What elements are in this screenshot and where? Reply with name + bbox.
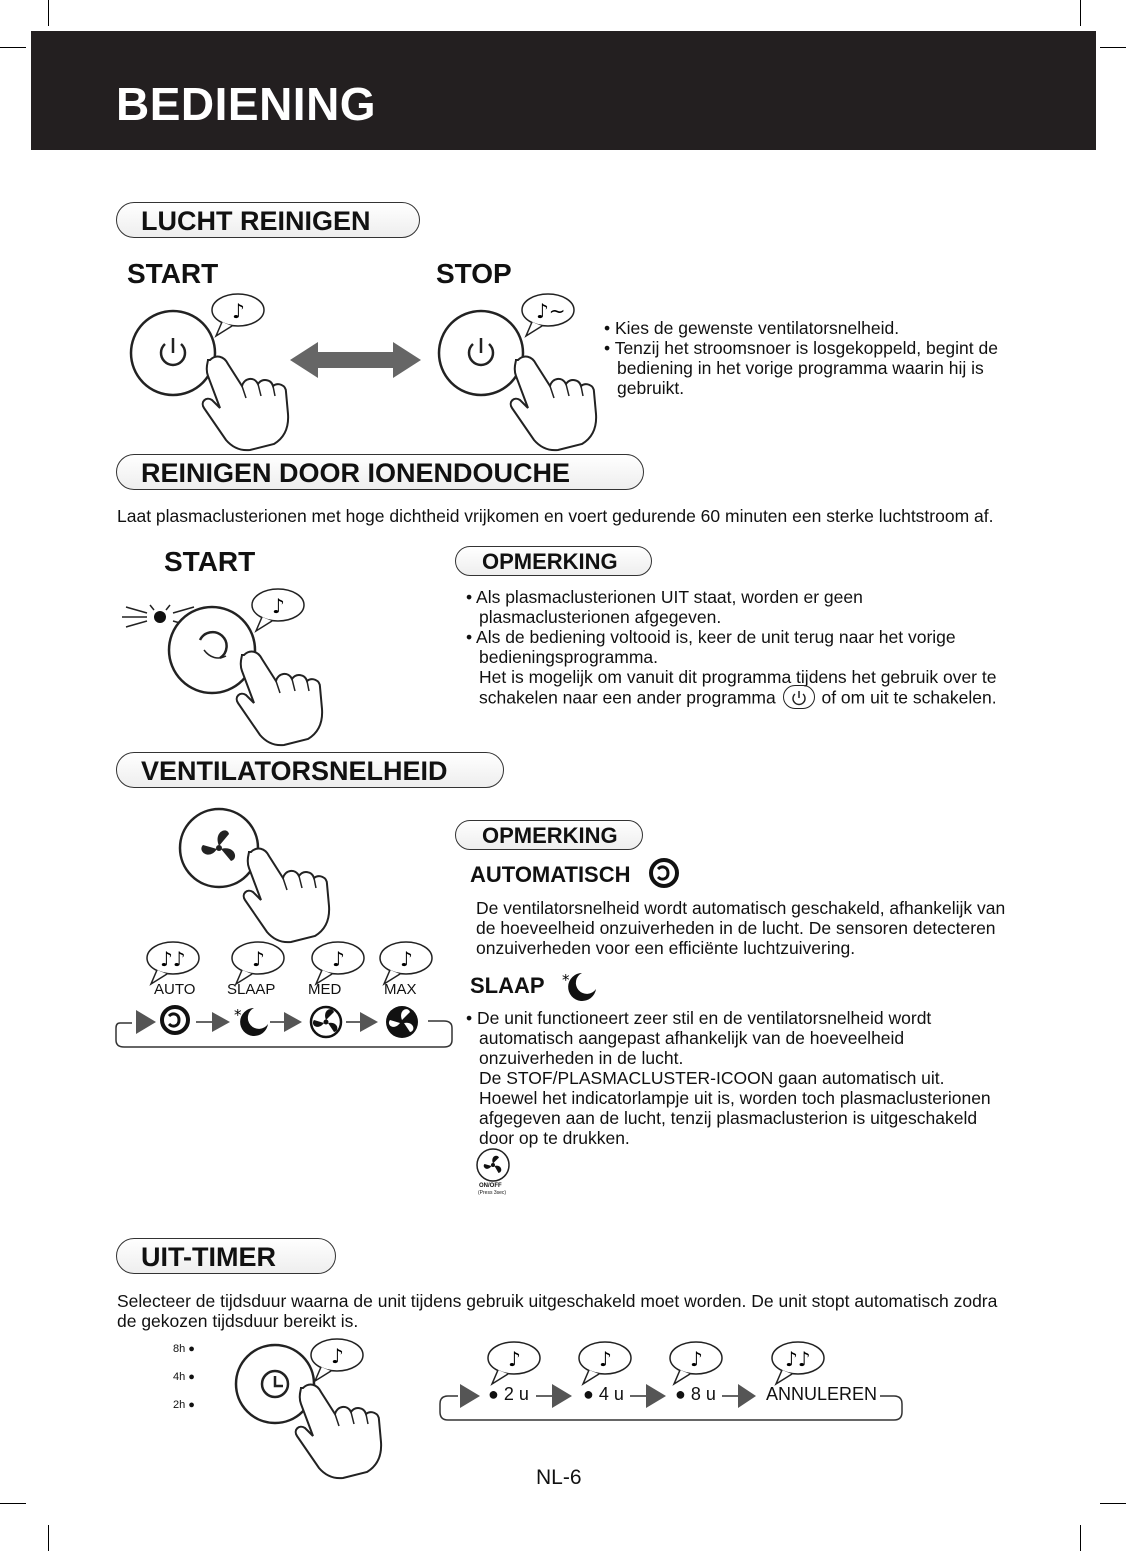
note-item: Hoewel het indicatorlampje uit is, worden toch plasmaclusterionen afgegeven aan de lucht, tenzij plasmaclusterion is uitgeschakeld door op te drukken. (479, 1088, 991, 1148)
note-item: Als plasmaclusterionen UIT staat, worden er geen plasmaclusterionen afgegeven. (476, 587, 863, 627)
auto-title: AUTOMATISCH (470, 862, 631, 887)
beep-bubble-icon (488, 1342, 540, 1384)
note-item: of om uit te schakelen. (821, 687, 997, 708)
slaap-title: SLAAP (470, 973, 545, 998)
beep-bubble-icon (579, 1342, 631, 1384)
timer-indicator-8h: 8h ● (173, 1343, 195, 1355)
speed-label-auto: AUTO (154, 981, 196, 998)
timer-indicator-2h: 2h ● (173, 1399, 195, 1411)
page-number: NL-6 (536, 1466, 582, 1489)
section2-notes: • Als plasmaclusterionen UIT staat, worden er geen plasmaclusterionen afgegeven. • Als de bediening voltooid is, keer de unit terug naar het vorige bedieningsprogramma. Het is mogelijk om vanuit dit programma tijdens het gebruik over te schakelen naar een ander programma of om uit te schakelen. (466, 587, 997, 708)
note-title: OPMERKING (455, 546, 652, 576)
timer-option-8u: ● 8 u (675, 1384, 716, 1404)
svg-text:♪: ♪ (332, 947, 345, 971)
svg-text:♪♪: ♪♪ (785, 1347, 811, 1371)
speed-label-max: MAX (384, 981, 417, 998)
note-item: De STOF/PLASMACLUSTER-ICOON gaan automatisch uit. (479, 1068, 945, 1088)
svg-text:♪: ♪ (272, 594, 285, 618)
svg-text:♪: ♪ (690, 1347, 703, 1371)
section4-intro: Selecteer de tijdsduur waarna de unit tijdens gebruik uitgeschakeld moet worden. De unit stopt automatisch zodra de gekozen tijdsduur bereikt is. (117, 1291, 998, 1331)
note-item: Tenzij het stroomsnoer is losgekoppeld, begint de bediening in het vorige programma waarin hij is gebruikt. (614, 338, 998, 398)
beep-double-bubble-icon (772, 1342, 824, 1384)
timer-option-2u: ● 2 u (488, 1384, 529, 1404)
note-item: Kies de gewenste ventilatorsnelheid. (615, 318, 900, 338)
svg-text:♪~: ♪~ (536, 299, 566, 323)
beep-bubble-icon (311, 1339, 363, 1381)
section-title-lucht-reinigen: LUCHT REINIGEN (116, 202, 420, 238)
stop-label: STOP (436, 258, 512, 289)
start-label: START (164, 546, 256, 577)
beep-bubble-icon (670, 1342, 722, 1384)
svg-text:♪: ♪ (331, 1344, 344, 1368)
svg-text:♪: ♪ (599, 1347, 612, 1371)
svg-text:*: * (234, 1006, 242, 1024)
section-title-uit-timer: UIT-TIMER (116, 1238, 336, 1274)
note-title: OPMERKING (455, 820, 643, 850)
note-item: De unit functioneert zeer stil en de ventilatorsnelheid wordt automatisch aangepast afhankelijk van de hoeveelheid onzuiverheden in de lucht. (477, 1008, 932, 1068)
timer-option-annuleren: ANNULEREN (766, 1384, 878, 1404)
svg-text:♪: ♪ (232, 299, 245, 323)
section-title-ionendouche: REINIGEN DOOR IONENDOUCHE (116, 454, 644, 490)
slaap-notes: • De unit functioneert zeer stil en de ventilatorsnelheid wordt automatisch aangepast afhankelijk van de hoeveelheid onzuiverheden in de lucht. De STOF/PLASMACLUSTER-ICOON gaan automatisch uit. Hoewel het indicatorlampje uit is, worden toch plasmaclusterionen afgegeven aan de lucht, tenzij plasmaclusterion is uitgeschakeld door op te drukken. (466, 1008, 1014, 1148)
hand-press-icon (296, 1385, 381, 1479)
svg-text:*: * (562, 971, 570, 989)
page-title: BEDIENING (116, 78, 377, 130)
note-item: Het is mogelijk om vanuit dit programma tijdens het gebruik over te schakelen naar een ander programma (479, 667, 997, 708)
onoff-small-label: ON/OFF (479, 1183, 502, 1189)
svg-text:♪: ♪ (508, 1347, 521, 1371)
speed-label-med: MED (308, 981, 342, 998)
auto-text: De ventilatorsnelheid wordt automatisch geschakeld, afhankelijk van de hoeveelheid onzuiverheden in de lucht. De sensoren detecteren onzuiverheden voor een efficiënte luchtzuivering. (476, 898, 1006, 958)
timer-option-4u: ● 4 u (583, 1384, 624, 1404)
note-item: Als de bediening voltooid is, keer de unit terug naar het vorige bedieningsprogramma. (476, 627, 956, 667)
start-label: START (127, 258, 219, 289)
timer-indicator-4h: 4h ● (173, 1371, 195, 1383)
section2-intro: Laat plasmaclusterionen met hoge dichtheid vrijkomen en voert gedurende 60 minuten een sterke luchtstroom af. (117, 506, 994, 526)
svg-text:♪: ♪ (252, 947, 265, 971)
svg-text:♪: ♪ (400, 947, 413, 971)
section-title-ventilatorsnelheid: VENTILATORSNELHEID (116, 752, 504, 788)
section1-notes: • Kies de gewenste ventilatorsnelheid. • Tenzij het stroomsnoer is losgekoppeld, begint de bediening in het vorige programma waarin hij is gebruikt. (604, 318, 998, 398)
speed-label-slaap: SLAAP (227, 981, 276, 998)
svg-text:♪♪: ♪♪ (160, 947, 186, 971)
onoff-small-sublabel: (Press 3sec) (478, 1190, 507, 1196)
